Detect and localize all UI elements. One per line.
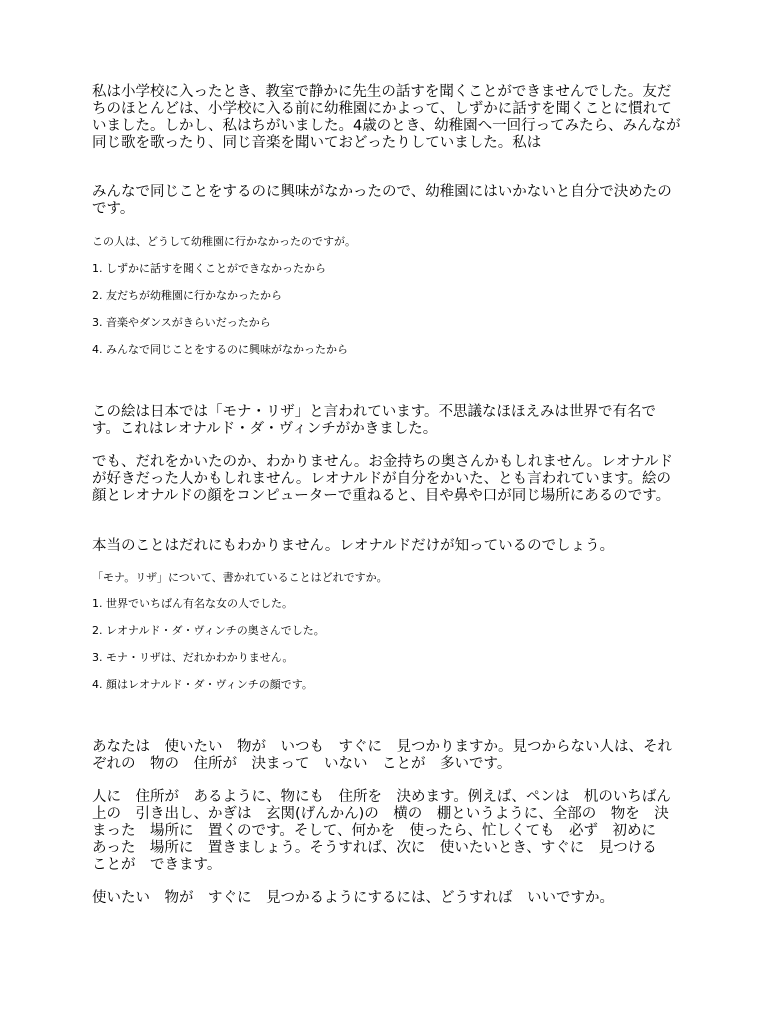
passage1-question: この人は、どうして幼稚園に行かなかったのですが。: [92, 235, 356, 248]
passage1-option-1: 1. しずかに話すを聞くことができなかったから: [92, 262, 326, 275]
passage2-question: 「モナ。リザ」について、書かれていることはどれですか。: [92, 571, 388, 584]
passage3-paragraph1: あなたは 使いたい 物が いつも すぐに 見つかりますか。見つからない人は、それぞれの 物の 住所が 決まって いない ことが 多いです。: [92, 739, 672, 772]
passage1-option-3: 3. 音楽やダンスがきらいだったから: [92, 316, 271, 329]
passage1-option-4: 4. みんなで同じことをするのに興味がなかったから: [92, 343, 348, 356]
passage1-paragraph2: みんなで同じことをするのに興味がなかったので、幼稚園にはいかないと自分で決めたのです。: [92, 184, 672, 217]
passage1-option-2: 2. 友だちが幼稚園に行かなかったから: [92, 289, 282, 302]
passage2-option-3: 3. モナ・リザは、だれかわかりません。: [92, 651, 294, 664]
passage2-paragraph2: でも、だれをかいたのか、わかりません。お金持ちの奥さんかもしれません。レオナルドが好きだった人かもしれません。レオナルドが自分をかいた、とも言われています。絵の顔とレオナルドの顔をコンピューターで重ねると、目や鼻や口が同じ場所にあるのです。: [92, 454, 674, 504]
passage3-paragraph2: 人に 住所が あるように、物にも 住所を 決めます。例えば、ペンは 机のいちばん 上の 引き出し、かぎは 玄関(げんかん)の 横の 棚というように、全部の 物を 決まった 場所に 置くのです。そして、何かを 使ったら、忙しくても 必ず 初めに あった 場所に 置きましょう。そうすれば、次に 使いたいとき、すぐに 見つける ことが できます。: [92, 789, 686, 873]
passage2-paragraph1: この絵は日本では「モナ・リザ」と言われています。不思議なほほえみは世界で有名です。これはレオナルド・ダ・ヴィンチがかきました。: [92, 404, 657, 437]
passage3-paragraph3: 使いたい 物が すぐに 見つかるようにするには、どうすれば いいですか。: [92, 890, 614, 906]
passage1-paragraph1: 私は小学校に入ったとき、教室で静かに先生の話すを聞くことができませんでした。友だちのほとんどは、小学校に入る前に幼稚園にかよって、しずかに話すを聞くことに慣れていました。しかし、私はちがいました。4歳のとき、幼稚園へ一回行ってみたら、みんなが同じ歌を歌ったり、同じ音楽を聞いておどったりしていました。私は: [92, 84, 681, 151]
passage2-paragraph3: 本当のことはだれにもわかりません。レオナルドだけが知っているのでしょう。: [92, 538, 615, 554]
passage2-option-1: 1. 世界でいちばん有名な女の人でした。: [92, 597, 293, 610]
passage2-option-2: 2. レオナルド・ダ・ヴィンチの奥さんでした。: [92, 624, 325, 637]
passage2-option-4: 4. 顔はレオナルド・ダ・ヴィンチの顔です。: [92, 678, 313, 691]
